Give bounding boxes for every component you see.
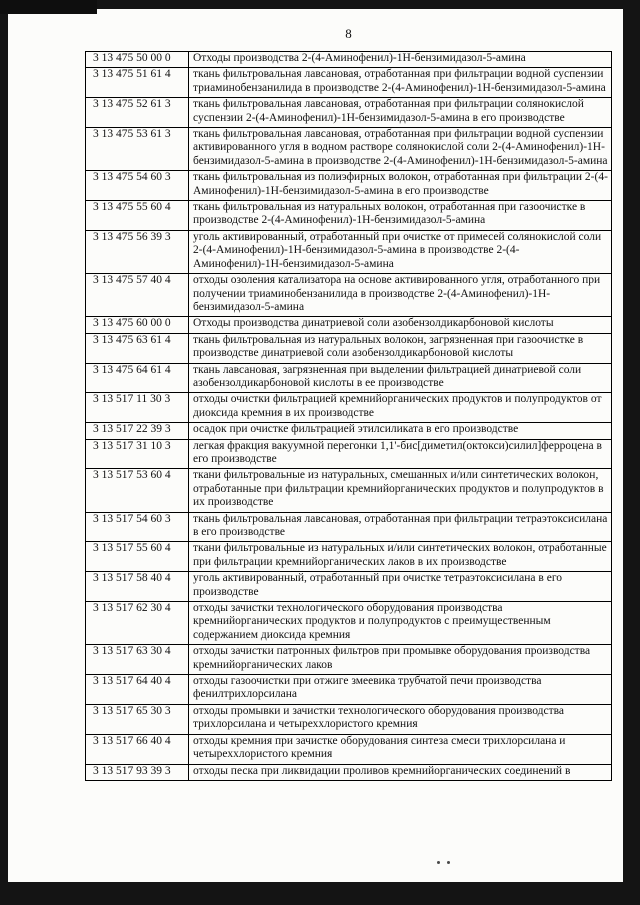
description-cell: ткани фильтровальные из натуральных, смешанных и/или синтетических волокон, отработанные при фильтрации кремнийорганических продуктов и полупродуктов в их производстве: [189, 469, 612, 512]
code-cell: 3 13 475 52 61 3: [86, 98, 189, 128]
table-row: [86, 439, 612, 469]
code-cell: 3 13 517 62 30 4: [86, 602, 189, 645]
code-cell: 3 13 475 50 00 0: [86, 52, 189, 68]
description-cell: ткани фильтровальные из натуральных и/или синтетических волокон, отработанные при фильтрации кремнийорганических лаков в их производстве: [189, 542, 612, 572]
description-cell: отходы кремния при зачистке оборудования синтеза смеси трихлорсилана и четыреххлористого кремния: [189, 734, 612, 764]
code-cell: 3 13 517 64 40 4: [86, 675, 189, 705]
code-cell: 3 13 475 55 60 4: [86, 201, 189, 231]
code-cell: 3 13 475 56 39 3: [86, 230, 189, 273]
code-cell: 3 13 475 63 61 4: [86, 333, 189, 363]
description-cell: ткань фильтровальная лавсановая, отработанная при фильтрации водной суспензии активированного угля в водном растворе солянокислой соли 2-(4-Аминофенил)-1Н-бензимидазол-5-амина в производстве 2-(4-Аминофенил)-1Н-бензимидазол-5-амина: [189, 128, 612, 171]
description-cell: осадок при очистке фильтрацией этилсиликата в его производстве: [189, 423, 612, 439]
description-cell: ткань фильтровальная лавсановая, отработанная при фильтрации водной суспензии триаминобензанилида в производстве 2-(4-Аминофенил)-1Н-бензимидазол-5-амина: [189, 68, 612, 98]
table-row: [86, 171, 612, 201]
table-row: [86, 512, 612, 542]
scan-noise: [437, 861, 440, 864]
code-cell: 3 13 517 93 39 3: [86, 764, 189, 780]
table-row: [86, 128, 612, 171]
table-row: [86, 542, 612, 572]
description-cell: отходы песка при ликвидации проливов кремнийорганических соединений в: [189, 764, 612, 780]
description-cell: легкая фракция вакуумной перегонки 1,1'-бис[диметил(октокси)силил]ферроцена в его производстве: [189, 439, 612, 469]
code-cell: 3 13 517 54 60 3: [86, 512, 189, 542]
code-cell: 3 13 475 53 61 3: [86, 128, 189, 171]
code-cell: 3 13 517 11 30 3: [86, 393, 189, 423]
scan-artifact-corner: [0, 0, 97, 14]
table-row: [86, 602, 612, 645]
table-row: [86, 230, 612, 273]
table-row: [86, 201, 612, 231]
code-cell: 3 13 517 31 10 3: [86, 439, 189, 469]
table-row: [86, 423, 612, 439]
code-cell: 3 13 517 53 60 4: [86, 469, 189, 512]
code-cell: 3 13 475 51 61 4: [86, 68, 189, 98]
description-cell: уголь активированный, отработанный при очистке от примесей солянокислой соли 2-(4-Аминофенил)-1Н-бензимидазол-5-амина в производстве 2-(4-Аминофенил)-1Н-бензимидазол-5-амина: [189, 230, 612, 273]
code-cell: 3 13 517 63 30 4: [86, 645, 189, 675]
description-cell: отходы зачистки технологического оборудования производства кремнийорганических продуктов и полупродуктов с преимущественным содержанием диоксида кремния: [189, 602, 612, 645]
waste-classification-table: [85, 51, 612, 781]
description-cell: отходы зачистки патронных фильтров при промывке оборудования производства кремнийорганических лаков: [189, 645, 612, 675]
table-row: [86, 317, 612, 333]
table-row: [86, 363, 612, 393]
table-row: [86, 52, 612, 68]
description-cell: отходы озоления катализатора на основе активированного угля, отработанного при получении триаминобензанилида в производстве 2-(4-Аминофенил)-1Н-бензимидазол-5-амина: [189, 274, 612, 317]
code-cell: 3 13 475 57 40 4: [86, 274, 189, 317]
description-cell: уголь активированный, отработанный при очистке тетраэтоксисилана в его производстве: [189, 572, 612, 602]
code-cell: 3 13 475 54 60 3: [86, 171, 189, 201]
description-cell: отходы газоочистки при отжиге змеевика трубчатой печи производства фенилтрихлорсилана: [189, 675, 612, 705]
table-row: [86, 734, 612, 764]
description-cell: ткань фильтровальная лавсановая, отработанная при фильтрации тетраэтоксисилана в его производстве: [189, 512, 612, 542]
page-number: 8: [345, 26, 352, 41]
description-cell: ткань фильтровальная из полиэфирных волокон, отработанная при фильтрации 2-(4-Аминофенил)-1Н-бензимидазол-5-амина в его производстве: [189, 171, 612, 201]
table-row: [86, 572, 612, 602]
table-row: [86, 675, 612, 705]
description-cell: ткань лавсановая, загрязненная при выделении фильтрацией динатриевой соли азобензолдикарбоновой кислоты в ее производстве: [189, 363, 612, 393]
description-cell: отходы промывки и зачистки технологического оборудования производства трихлорсилана и четыреххлористого кремния: [189, 704, 612, 734]
table-row: [86, 98, 612, 128]
code-cell: 3 13 517 58 40 4: [86, 572, 189, 602]
code-cell: 3 13 517 22 39 3: [86, 423, 189, 439]
description-cell: ткань фильтровальная из натуральных волокон, загрязненная при газоочистке в производстве динатриевой соли азобензолдикарбоновой кислоты: [189, 333, 612, 363]
description-cell: Отходы производства динатриевой соли азобензолдикарбоновой кислоты: [189, 317, 612, 333]
description-cell: Отходы производства 2-(4-Аминофенил)-1Н-бензимидазол-5-амина: [189, 52, 612, 68]
code-cell: 3 13 517 66 40 4: [86, 734, 189, 764]
table-row: [86, 469, 612, 512]
code-cell: 3 13 475 64 61 4: [86, 363, 189, 393]
table-row: [86, 704, 612, 734]
description-cell: ткань фильтровальная лавсановая, отработанная при фильтрации солянокислой суспензии 2-(4-Аминофенил)-1Н-бензимидазол-5-амина в его производстве: [189, 98, 612, 128]
document-page: [8, 9, 623, 882]
code-cell: 3 13 475 60 00 0: [86, 317, 189, 333]
table-row: [86, 333, 612, 363]
table-row: [86, 393, 612, 423]
table-row: [86, 645, 612, 675]
table-row: [86, 764, 612, 780]
code-cell: 3 13 517 55 60 4: [86, 542, 189, 572]
table-row: [86, 68, 612, 98]
table-body: [86, 52, 612, 781]
table-row: [86, 274, 612, 317]
description-cell: отходы очистки фильтрацией кремнийорганических продуктов и полупродуктов от диоксида кремния в их производстве: [189, 393, 612, 423]
code-cell: 3 13 517 65 30 3: [86, 704, 189, 734]
description-cell: ткань фильтровальная из натуральных волокон, отработанная при газоочистке в производстве 2-(4-Аминофенил)-1Н-бензимидазол-5-амина: [189, 201, 612, 231]
